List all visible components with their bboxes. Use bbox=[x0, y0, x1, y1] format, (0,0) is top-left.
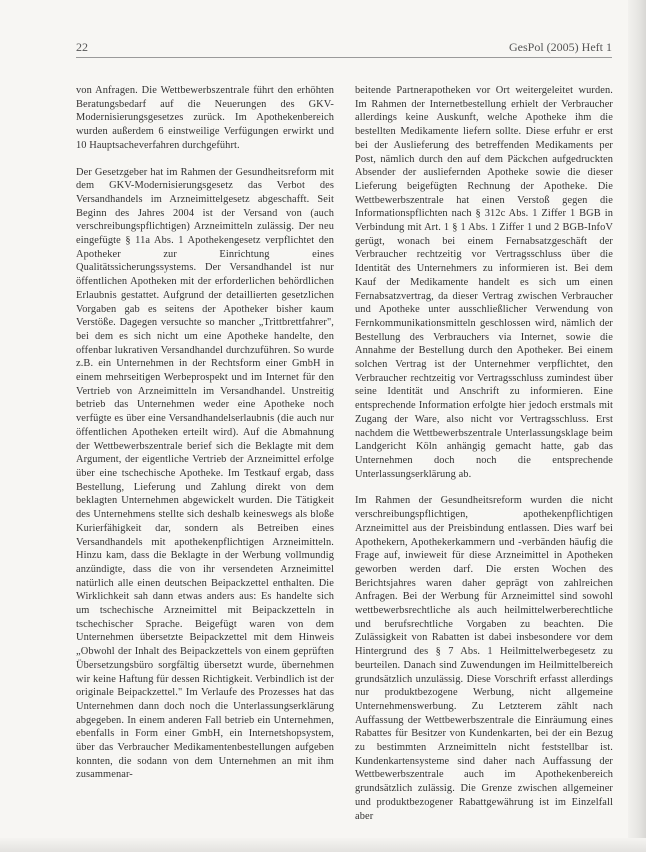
page-header bbox=[76, 40, 612, 56]
paragraph: von Anfragen. Die Wettbewerbszentrale führt den erhöhten Beratungsbedarf auf die Neuerungen des GKV-Modernisierungsgesetzes zurück. Im Apothekenbereich wurden außerdem 6 einstweilige Verfügungen erwirkt und 10 Hauptsacheverfahren durchgeführt. bbox=[76, 85, 334, 151]
text-column-right bbox=[355, 84, 613, 836]
scan-edge-shadow bbox=[628, 0, 646, 852]
paragraph: beitende Partnerapotheken vor Ort weitergeleitet wurden. Im Rahmen der Internetbestellung erhielt der Verbraucher allerdings keine Auskunft, welche Apotheke ihm die bestellten Medikamente liefern sollte. Diese erfuhr er erst bei der Auslieferung des betreffenden Medikaments per Post, nämlich durch den auf dem Päckchen aufgedruckten Absender der ausliefernden Apotheke sowie die dieser Lieferung beigefügten Rechnung der Apotheke. Die Wettbewerbszentrale hat einen Verstoß gegen die Informationspflichten nach § 312c Abs. 1 Ziffer 1 BGB in Verbindung mit Art. 1 § 1 Abs. 1 Ziffer 1 und 2 BGB-InfoV gerügt, wonach bei einem Fernabsatzgeschäft der Verbraucher rechtzeitig vor Vertragsschluss über die Identität des Unternehmers zu informieren ist. Bei dem Kauf der Medikamente handelt es sich um einen Fernabsatzvertrag, da dieser Vertrag zwischen Verbraucher und Apotheke unter ausschließlicher Verwendung von Fernkommunikationsmitteln geschlossen wird, nämlich der Bestellung des Verbrauchers via Internet, sowie die Annahme der Bestellung durch den Apotheker. Bei einem solchen Vertrag ist der Unternehmer verpflichtet, den Verbraucher rechtzeitig vor Vertragsschluss zumindest über seine Identität und Anschrift zu informieren. Eine entsprechende Information erfolgte hier jedoch erstmals mit Zugang der Ware, also nicht vor Vertragsschluss. Erst nachdem die Wettbewerbszentrale Unterlassungsklage beim Landgericht Köln anhängig gemacht hatte, gab das Unternehmen doch noch die entsprechende Unterlassungserklärung ab. bbox=[355, 85, 613, 480]
text-column-left bbox=[76, 84, 334, 795]
paragraph: Der Gesetzgeber hat im Rahmen der Gesundheitsreform mit dem GKV-Modernisierungsgesetz das Verbot des Versandhandels im Arzneimittelgesetz abgeschafft. Seit Beginn des Jahres 2004 ist der Versand von (auch verschreibungspflichtigen) Arzneimitteln zulässig. Der neu eingefügte § 11a Abs. 1 Apothekengesetz verpflichtet den Apotheker zur Einrichtung eines Qualitätssicherungssystems. Der Versandhandel ist nur öffentlichen Apotheken mit der erforderlichen behördlichen Erlaubnis gestattet. Aufgrund der detaillierten gesetzlichen Vorgaben gab es seitens der Apotheker bisher kaum Verstöße. Dagegen versuchte so mancher „Trittbrettfahrer", bei dem es sich nicht um eine Apotheke handelte, den offenbar lukrativen Versandhandel durchzuführen. So wurde z.B. ein Unternehmen in der Rechtsform einer GmbH in einem mehrseitigen Werbeprospekt und im Internet für den Vertrieb von Arzneimitteln im Versandhandel. Unstreitig betrieb das Unternehmen weder eine Apotheke noch verfügte es über eine Versandhandelserlaubnis (die auch nur öffentlichen Apotheken erteilt wird). Auf die Abmahnung der Wettbewerbszentrale berief sich die Beklagte mit dem Argument, der eigentliche Vertrieb der Arzneimittel erfolge über eine tschechische Apotheke. Im Testkauf ergab, dass Bestellung, Lieferung und Zahlung direkt von dem beklagten Unternehmen abgewickelt wurden. Die Tätigkeit des Unternehmens stellte sich deshalb keineswegs als bloße Kurierfähigkeit dar, sondern als Betreiben eines Versandhandels mit apothekenpflichtigen Arzneimitteln. Hinzu kam, dass die Beklagte in der Werbung vollmundig anzündigte, dass die von ihr versendeten Arzneimittel natürlich alle einen deutschen Beipackzettel enthalten. Die Wirklichkeit sah dann etwas anders aus: Es handelte sich um tschechische Arzneimittel mit Beipackzetteln in tschechischer Sprache. Beigefügt waren von dem Unternehmen übersetzte Beipackzettel mit dem Hinweis „Obwohl der Inhalt des Beipackzettels von einem geprüften Übersetzungsbüro sorgfältig übersetzt wurde, übernehmen wir keine Haftung für dessen Richtigkeit. Verbindlich ist der originale Beipackzettel." Im Verlaufe des Prozesses hat das Unternehmen dann doch noch die Unterlassungserklärung abgegeben. In einem anderen Fall betrieb ein Unternehmen, ebenfalls in Form einer GmbH, ein Internetshopsystem, über das Verbraucher Medikamentenbestellungen aufgeben konnten, die sodann von dem Unternehmen an mit ihm zusammenar- bbox=[76, 166, 334, 781]
header-rule bbox=[76, 57, 612, 58]
paragraph: Im Rahmen der Gesundheitsreform wurden die nicht verschreibungspflichtigen, apothekenpflichtigen Arzneimittel aus der Preisbindung entlassen. Dies warf bei Apothekern, Apothekerkammern und -verbänden häufig die Frage auf, inwieweit für diese Arzneimittel in Apotheken geworben werden darf. Die ersten Wochen des Berichtsjahres waren daher geprägt von zahlreichen Anfragen. Bei der Werbung für Arzneimittel sind sowohl wettbewerbsrechtliche als auch heilmittelwerberechtliche und berufsrechtliche Vorgaben zu beachten. Die Zulässigkeit von Rabatten ist dabei insbesondere vor dem Hintergrund des § 7 Abs. 1 Heilmittelwerbegesetz zu beurteilen. Danach sind Zuwendungen im Heilmittelbereich grundsätzlich unzulässig. Diese Vorschrift erfasst allerdings nur produktbezogene Werbung, nicht allgemeine Unternehmenswerbung. Zu Letzterem zählt nach Auffassung der Wettbewerbszentrale die Einräumung eines Rabattes für Besitzer von Kundenkarten, bei der ein Bezug zu bestimmten Arzneimitteln nicht feststellbar ist. Kundenkartensysteme sind daher nach Auffassung der Wettbewerbszentrale auch im Apothekenbereich grundsätzlich zulässig. Die Grenze zwischen allgemeiner und produktbezogener Rabattgewährung ist im Einzelfall aber bbox=[355, 495, 613, 822]
scan-edge-bottom bbox=[0, 838, 646, 852]
running-head: GesPol (2005) Heft 1 bbox=[509, 40, 612, 54]
page-number: 22 bbox=[76, 40, 88, 54]
